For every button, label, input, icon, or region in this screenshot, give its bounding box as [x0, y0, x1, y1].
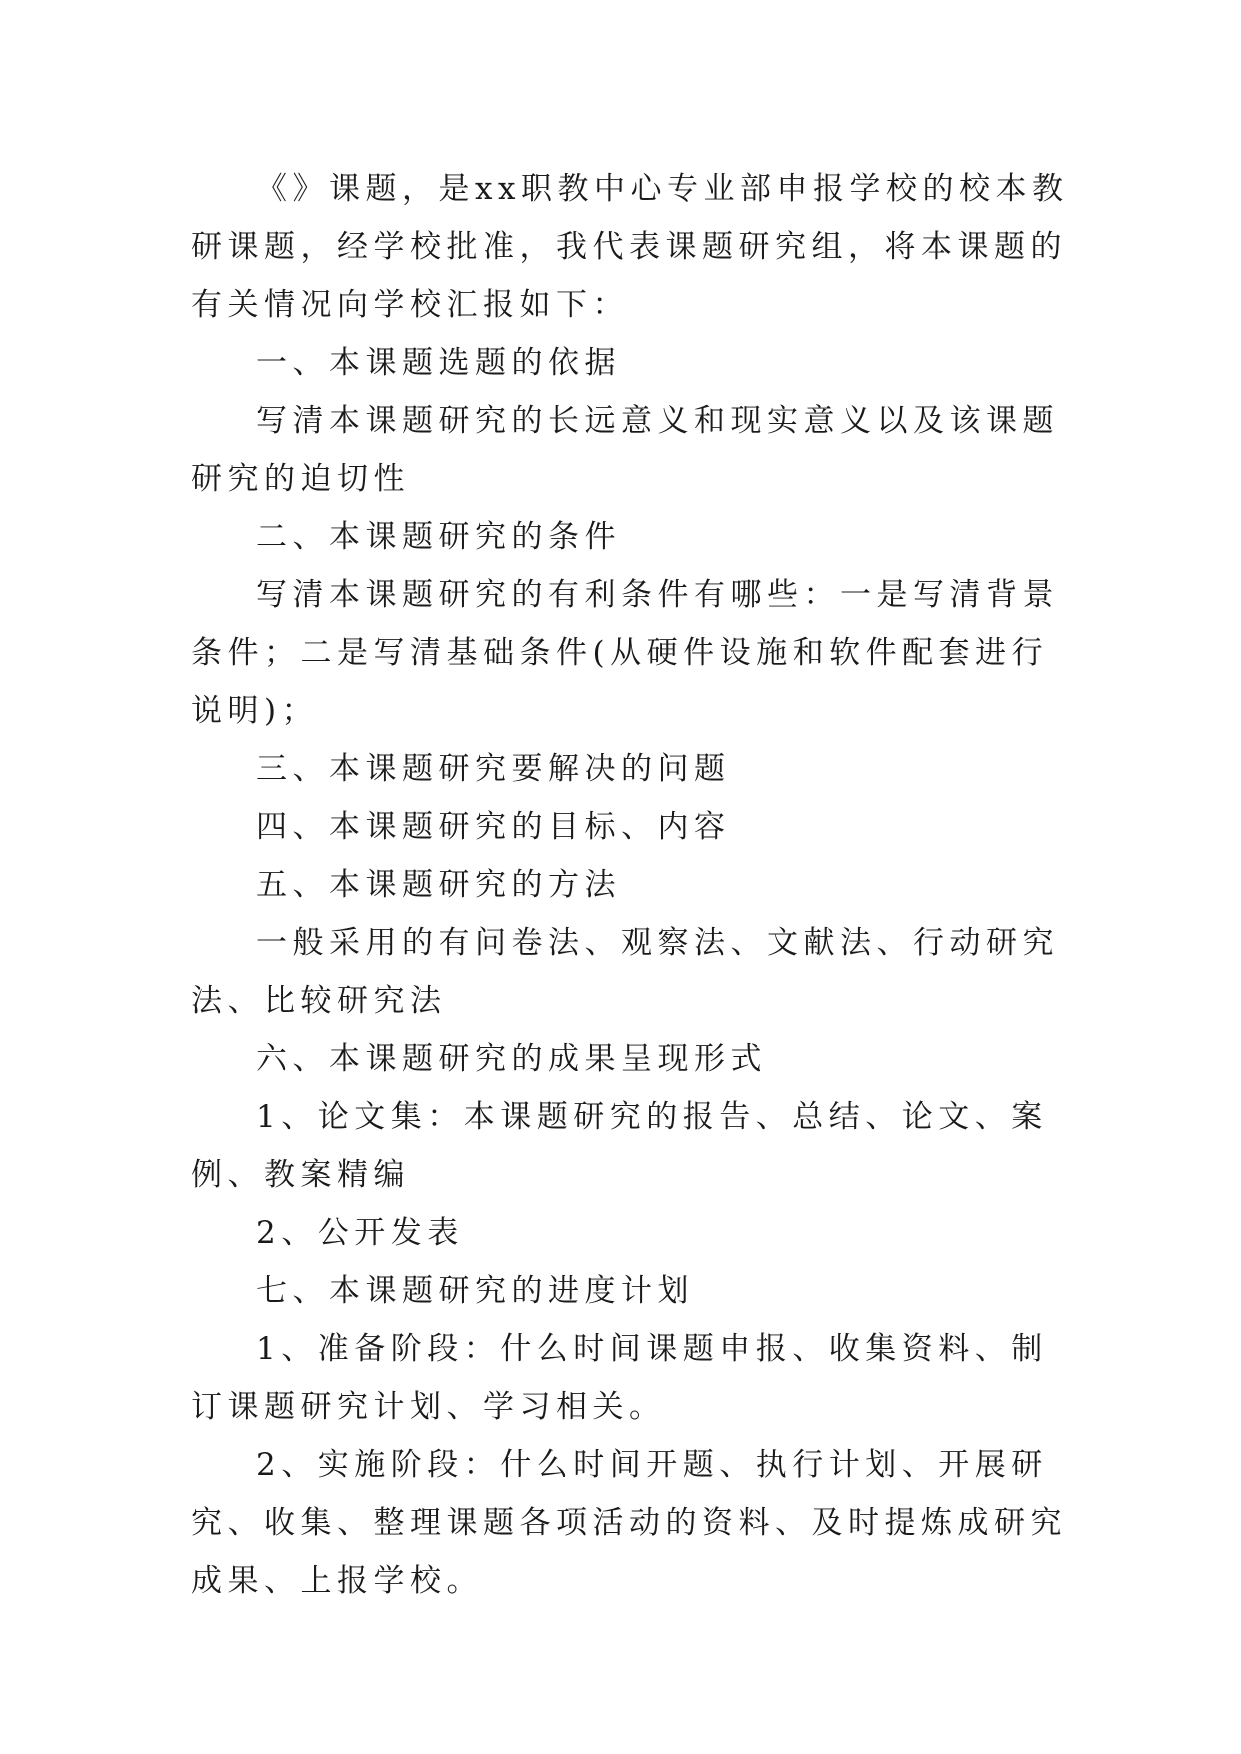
section-heading-3: 三、本课题研究要解决的问题 — [256, 751, 731, 787]
section-heading-2: 二、本课题研究的条件 — [256, 519, 621, 555]
list-item: 1、准备阶段：什么时间课题申报、收集资料、制订课题研究计划、学习相关。 — [191, 1331, 1048, 1425]
section-heading-7: 七、本课题研究的进度计划 — [256, 1273, 694, 1309]
section-heading-6: 六、本课题研究的成果呈现形式 — [256, 1041, 767, 1077]
body-paragraph: 一般采用的有问卷法、观察法、文献法、行动研究法、比较研究法 — [191, 925, 1059, 1019]
body-paragraph: 写清本课题研究的长远意义和现实意义以及该课题研究的迫切性 — [191, 403, 1059, 497]
body-paragraph: 写清本课题研究的有利条件有哪些：一是写清背景条件；二是写清基础条件(从硬件设施和软件配套进行说明)； — [191, 577, 1059, 729]
section-heading-1: 一、本课题选题的依据 — [256, 345, 621, 381]
intro-paragraph: 《》课题，是xx职教中心专业部申报学校的校本教研课题，经学校批准，我代表课题研究组，将本课题的有关情况向学校汇报如下： — [191, 171, 1069, 323]
list-item: 1、论文集：本课题研究的报告、总结、论文、案例、教案精编 — [191, 1099, 1048, 1193]
section-heading-5: 五、本课题研究的方法 — [256, 867, 621, 903]
document-body — [191, 160, 1071, 1610]
list-item: 2、实施阶段：什么时间开题、执行计划、开展研究、收集、整理课题各项活动的资料、及时提炼成研究成果、上报学校。 — [191, 1447, 1067, 1599]
section-heading-4: 四、本课题研究的目标、内容 — [256, 809, 731, 845]
list-item: 2、公开发表 — [256, 1215, 464, 1251]
